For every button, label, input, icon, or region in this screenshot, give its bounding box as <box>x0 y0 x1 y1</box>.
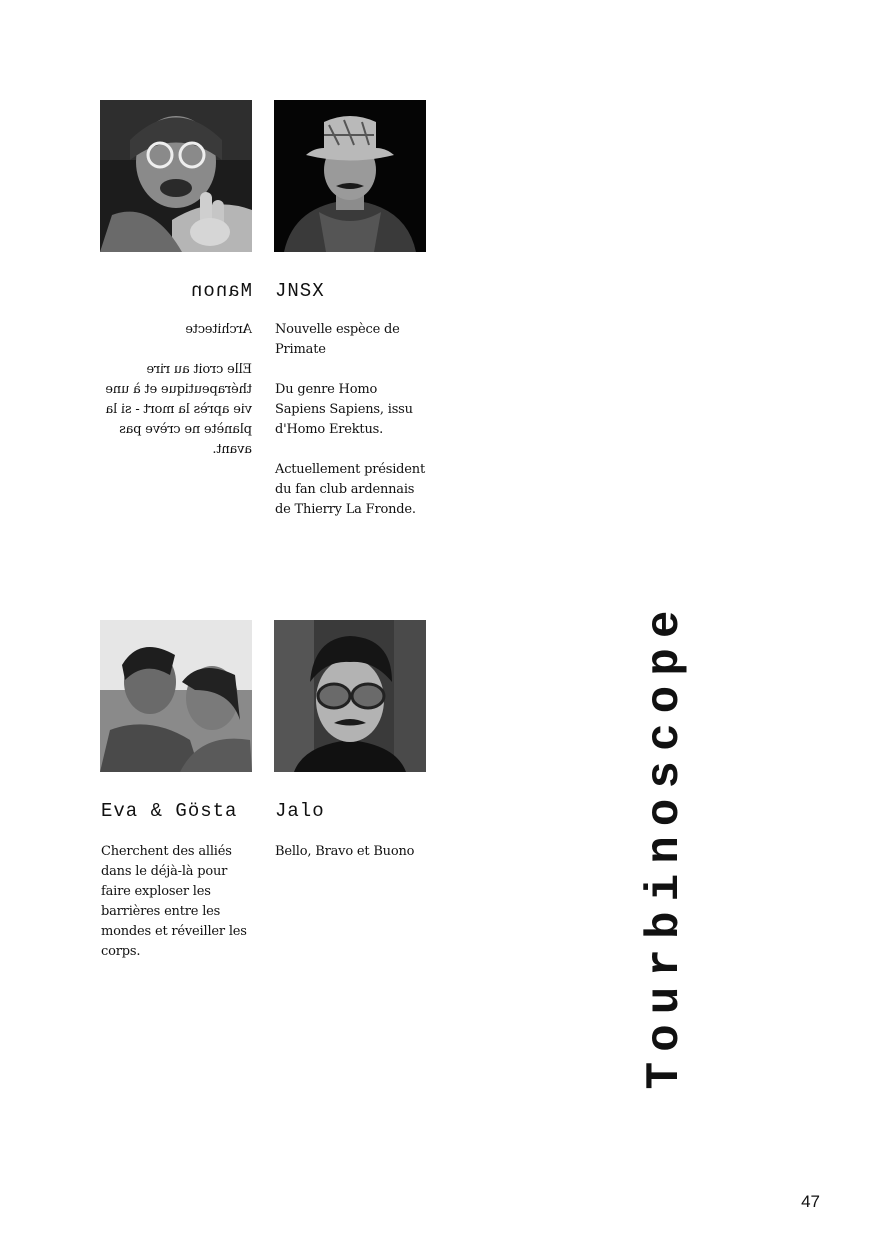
profile-bio <box>275 320 427 540</box>
profile-bio <box>100 320 252 480</box>
photo-jnsx <box>274 100 426 252</box>
profile-name: JNSX <box>275 280 325 302</box>
photo-manon <box>100 100 252 252</box>
photo-jalo <box>274 620 426 772</box>
profile-bio <box>275 842 427 882</box>
bio-paragraph: Actuellement président du fan club ardennais de Thierry La Fronde. <box>275 462 425 517</box>
bio-paragraph: Nouvelle espèce de Primate <box>275 322 400 357</box>
bio-paragraph: Bello, Bravo et Buono <box>275 844 415 859</box>
bio-paragraph: Elle croit au rire thérapeutique et à une vie après la mort - si la planète ne crève pas avant. <box>105 362 252 457</box>
photo-eva-gosta <box>100 620 252 772</box>
profile-name: Jalo <box>275 800 325 822</box>
profile-name: Eva & Gösta <box>101 800 238 822</box>
bio-paragraph: Architecte <box>185 322 252 337</box>
side-title: Tourbinoscope <box>639 600 691 1090</box>
page-number: 47 <box>801 1192 820 1211</box>
profile-name: Manon <box>189 280 252 302</box>
bio-paragraph: Du genre Homo Sapiens Sapiens, issu d'Homo Erektus. <box>275 382 413 437</box>
bio-paragraph: Cherchent des alliés dans le déjà-là pour faire exploser les barrières entre les mondes et réveiller les corps. <box>101 844 247 959</box>
profile-bio <box>101 842 253 982</box>
